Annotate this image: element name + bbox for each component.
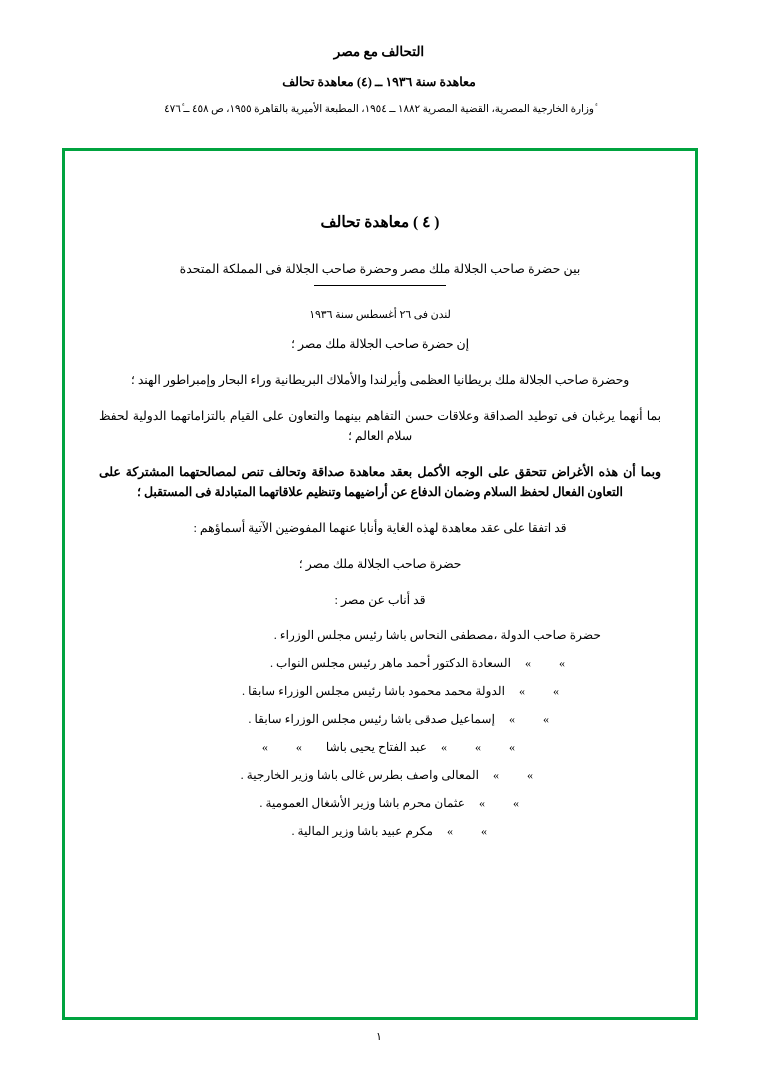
treaty-date-line: لندن فى ٢٦ أغسطس سنة ١٩٣٦ [309, 309, 451, 322]
ditto-mark: » [441, 739, 447, 754]
signatory-name: حضرة صاحب الدولة ،مصطفى النحاس باشا رئيس مجلس الوزراء . [273, 627, 601, 642]
ditto-marks [505, 683, 573, 700]
header-subtitle: معاهدة سنة ١٩٣٦ ــ (٤) معاهدة تحالف [282, 75, 476, 89]
page-number: ١ [376, 1031, 382, 1043]
document-content [65, 151, 695, 1017]
treaty-paragraph: حضرة صاحب الجلالة ملك مصر ؛ [298, 556, 462, 571]
header-title: التحالف مع مصر [333, 44, 425, 59]
ditto-mark: » [509, 739, 515, 754]
ditto-mark: » [481, 824, 487, 839]
ditto-marks [465, 795, 533, 812]
signatory-name: المعالى واصف بطرس غالى باشا وزير الخارجية . [240, 768, 479, 783]
ditto-mark: » [559, 655, 565, 670]
ditto-marks [479, 767, 547, 784]
treaty-paragraph: بما أنهما يرغبان فى توطيد الصداقة وعلاقات حسن التفاهم بينهما والتعاون على القيام بالتزاماتهما الدولية لحفظ سلام العالم ؛ [99, 409, 661, 444]
treaty-title: ( ٤ ) معاهدة تحالف [320, 214, 440, 231]
ditto-mark: » [295, 739, 302, 754]
treaty-parties: بين حضرة صاحب الجلالة ملك مصر وحضرة صاحب الجلالة فى المملكة المتحدة [179, 262, 581, 276]
ditto-mark: » [509, 711, 515, 726]
ditto-mark: » [527, 768, 533, 783]
signatory-name: عبد الفتاح يحيى باشا [325, 739, 427, 754]
signatory-name: مكرم عبيد باشا وزير المالية . [291, 824, 433, 839]
ditto-mark: » [519, 683, 525, 698]
signatory-list [99, 627, 661, 841]
ditto-mark: » [493, 768, 499, 783]
ditto-mark: » [261, 739, 268, 754]
signatory-name: عثمان محرم باشا وزير الأشغال العمومية . [259, 796, 465, 811]
ditto-mark: » [479, 796, 485, 811]
list-item [99, 683, 661, 700]
treaty-paragraph: وبما أن هذه الأغراض تتحقق على الوجه الأكمل بعقد معاهدة صداقة وتحالف تنص لمصالحتهما المشتركة على التعاون الفعال لحفظ السلام وضمان الدفاع عن أراضيهما وتنظيم علاقاتهما المتبادلة فى المستقبل ؛ [99, 465, 661, 500]
list-item [99, 655, 661, 672]
signatory-name: إسماعيل صدقى باشا رئيس مجلس الوزراء سابقا . [248, 711, 495, 726]
list-item [99, 739, 661, 756]
treaty-paragraph: وحضرة صاحب الجلالة ملك بريطانيا العظمى وأيرلندا والأملاك البريطانية وراء البحار وإمبراطور الهند ؛ [130, 373, 630, 388]
treaty-paragraph: قد اتفقا على عقد معاهدة لهذه الغاية وأنابا عنهما المفوضين الآتية أسماؤهم : [193, 520, 567, 535]
list-item [99, 627, 661, 644]
list-item [99, 767, 661, 784]
page-header [0, 0, 758, 116]
ditto-mark: » [475, 739, 481, 754]
ditto-mark: » [543, 711, 549, 726]
ditto-marks [495, 711, 563, 728]
ditto-mark: » [553, 683, 559, 698]
treaty-paragraph: إن حضرة صاحب الجلالة ملك مصر ؛ [291, 337, 469, 352]
list-item [99, 823, 661, 840]
ditto-mark: » [525, 655, 531, 670]
ditto-mark: » [513, 796, 519, 811]
signatory-name: الدولة محمد محمود باشا رئيس مجلس الوزراء سابقا . [241, 683, 505, 698]
list-item [99, 711, 661, 728]
signatory-name: السعادة الدكتور أحمد ماهر رئيس مجلس النواب . [269, 655, 511, 670]
title-underline-rule [314, 285, 446, 287]
header-source-citation: ٔوزارة الخارجية المصرية، القضية المصرية ١٨٨٢ ــ ١٩٥٤، المطبعة الأميرية بالقاهرة ١٩٥٥، ص ٤٥٨ ــ ٤٧٦ٔ [164, 104, 594, 115]
treaty-paragraph: قد أناب عن مصر : [334, 592, 426, 607]
ditto-marks [433, 823, 501, 840]
ditto-marks-trailing [248, 739, 316, 756]
ditto-marks [511, 655, 579, 672]
list-item [99, 795, 661, 812]
ditto-marks [427, 739, 529, 756]
green-border-frame [62, 148, 698, 1020]
ditto-mark: » [447, 824, 453, 839]
